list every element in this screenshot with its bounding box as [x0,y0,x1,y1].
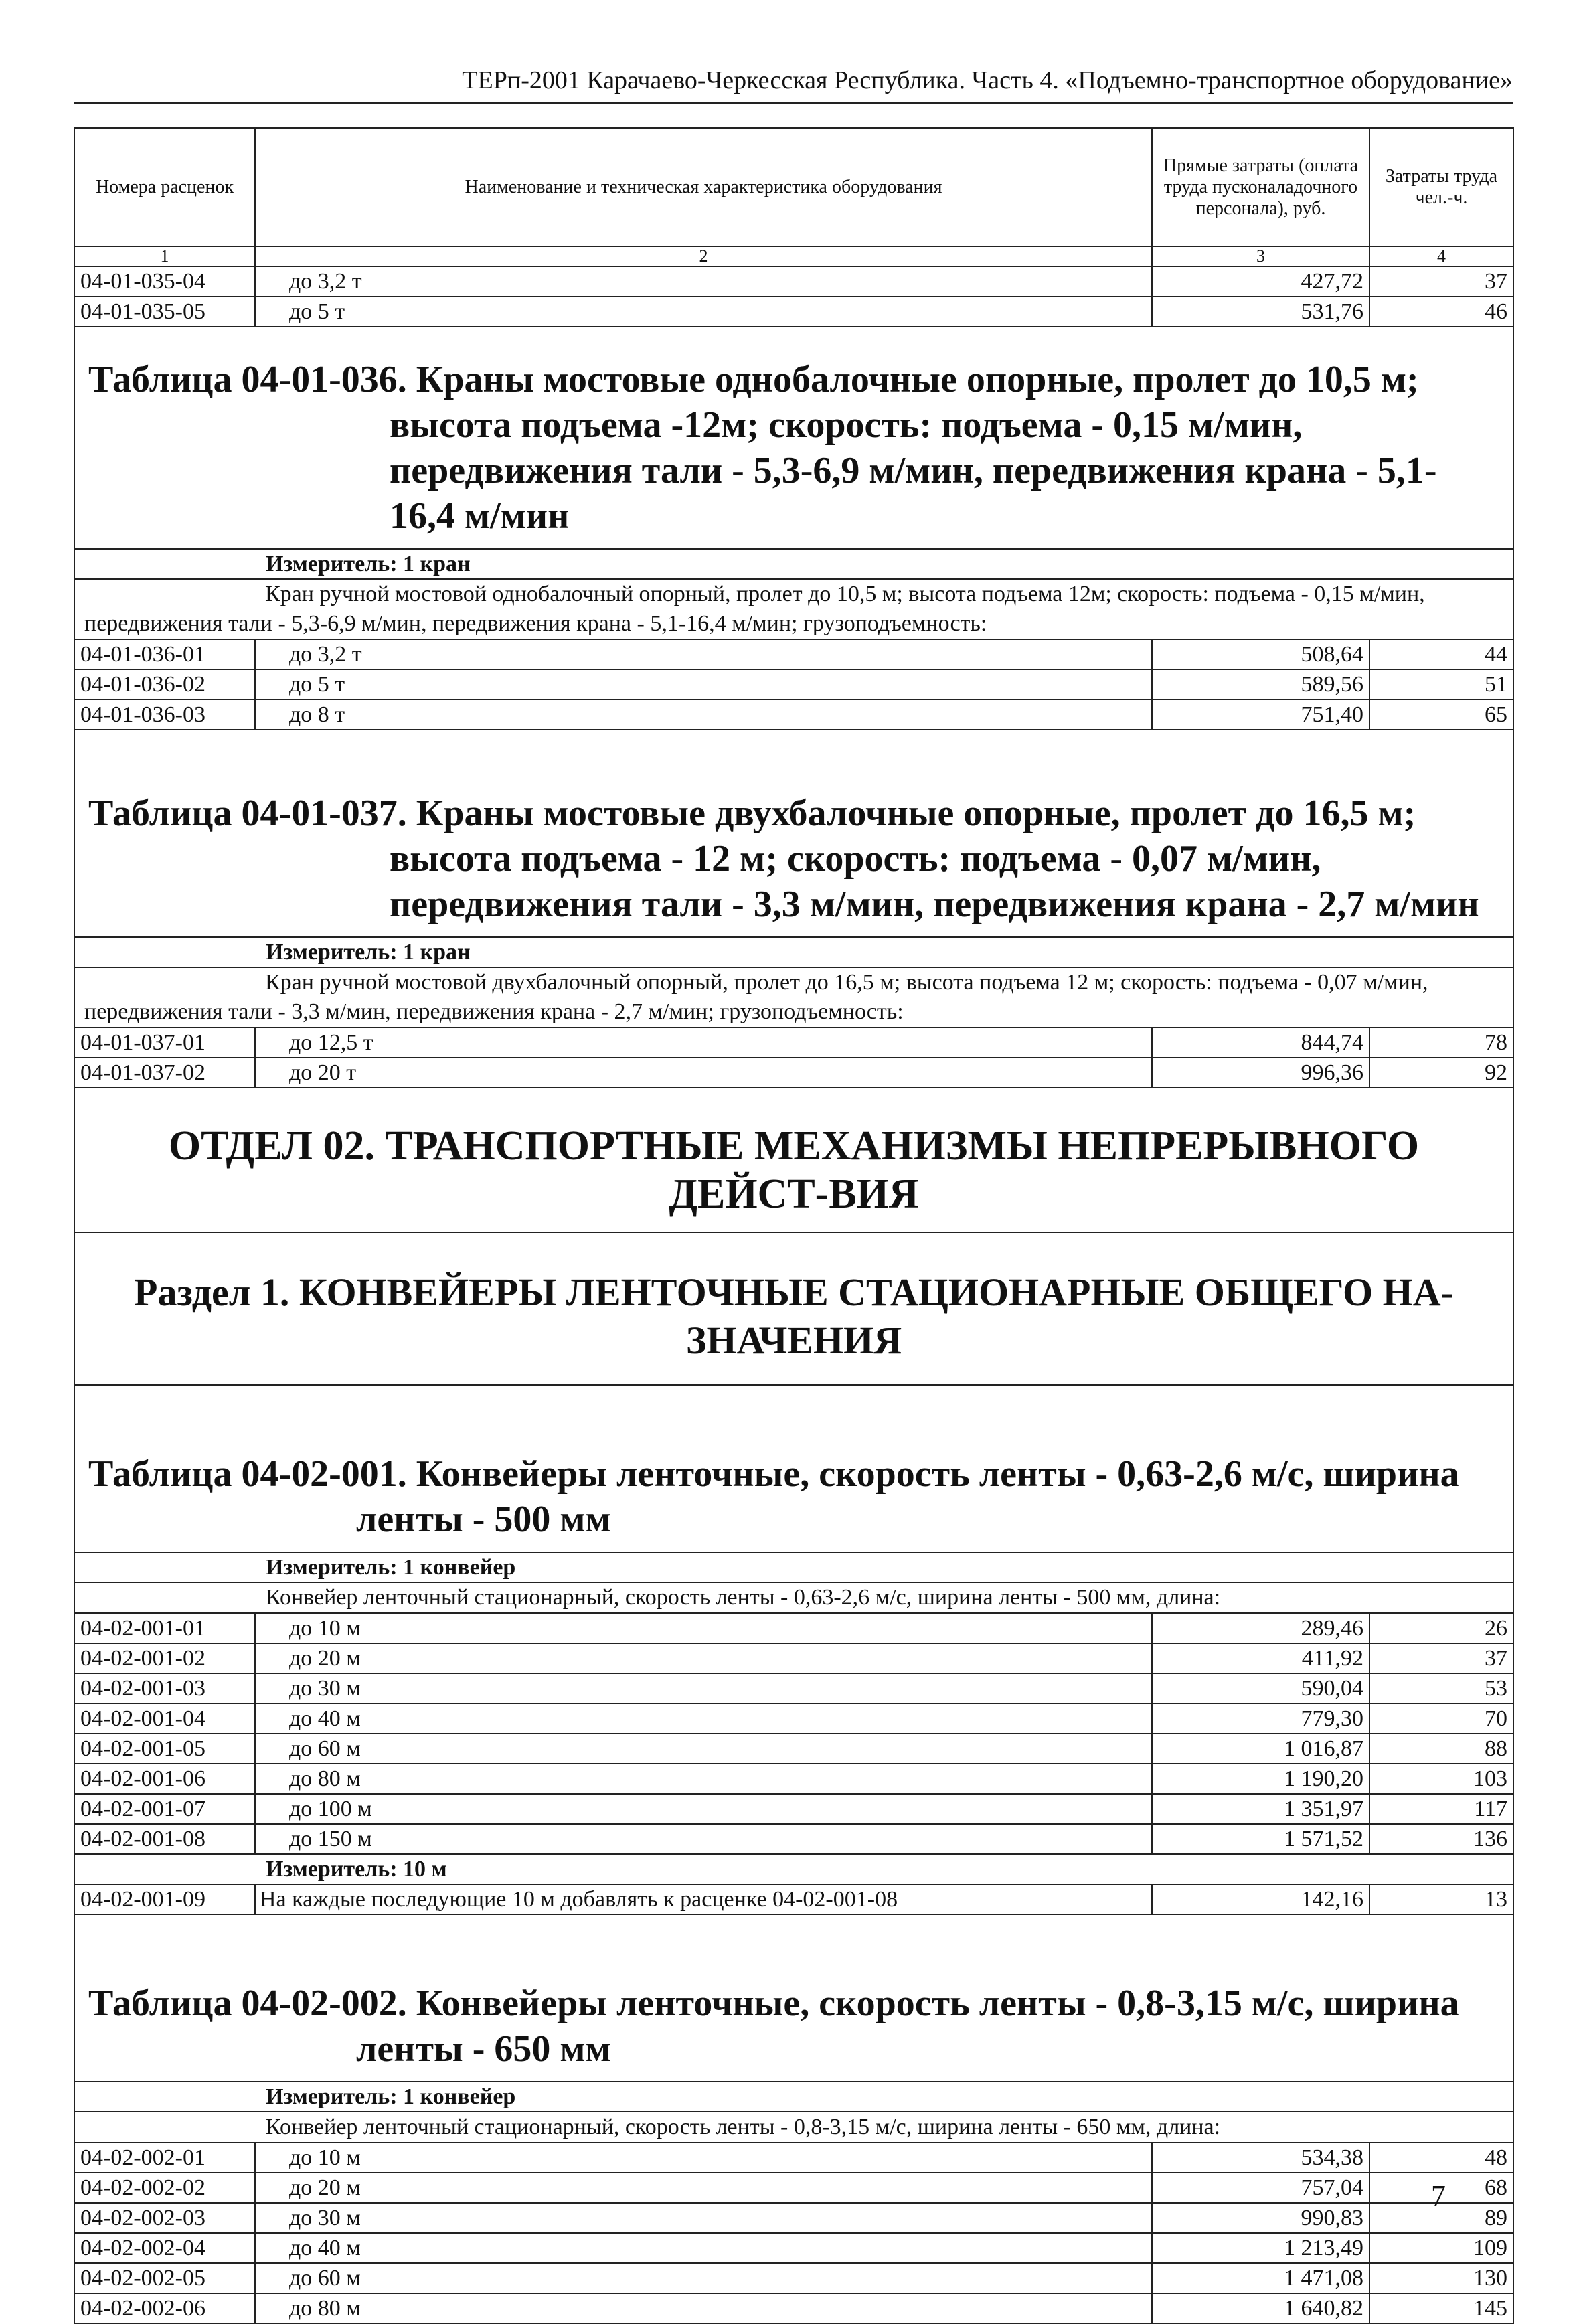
table-row [74,1764,1513,1794]
measure-label: Измеритель: 1 кран [74,937,1513,967]
rate-code: 04-01-035-04 [74,266,255,297]
rate-cost: 534,38 [1152,2143,1369,2173]
table-title-row [74,327,1513,549]
rate-labor: 78 [1369,1027,1513,1058]
measure-row [74,1552,1513,1582]
rate-name: до 150 м [255,1824,1152,1854]
rate-name: до 10 м [255,2143,1152,2173]
rate-code: 04-02-002-05 [74,2263,255,2293]
column-number: 4 [1369,246,1513,266]
measure-label: Измеритель: 1 конвейер [74,1552,1513,1582]
table-row [74,639,1513,669]
rate-code: 04-02-001-02 [74,1643,255,1673]
rate-name: до 8 т [255,699,1152,730]
rate-code: 04-01-037-01 [74,1027,255,1058]
table-title: Таблица 04-02-001. Конвейеры ленточные, скорость ленты - 0,63-2,6 м/с, ширина ленты - 500 мм [88,1453,1459,1540]
rate-name: На каждые последующие 10 м добавлять к расценке 04-02-001-08 [255,1884,1152,1914]
table-title: Таблица 04-02-002. Конвейеры ленточные, скорость ленты - 0,8-3,15 м/с, ширина ленты - 650 мм [88,1983,1459,2070]
rate-labor: 92 [1369,1058,1513,1088]
rate-name: до 10 м [255,1613,1152,1643]
table-row [74,1673,1513,1704]
header-rule [74,102,1513,104]
rate-name: до 40 м [255,2233,1152,2263]
table-description: Конвейер ленточный стационарный, скорость ленты - 0,63-2,6 м/с, ширина ленты - 500 мм, длина: [74,1582,1513,1613]
table-row [74,2293,1513,2323]
table-description: Кран ручной мостовой двухбалочный опорный, пролет до 16,5 м; высота подъема 12 м; скорость: подъема - 0,07 м/мин, передвижения тали - 3,3 м/мин, передвижения крана - 2,7 м/мин; грузоподъемность: [84,970,1428,1024]
rate-name: до 20 м [255,2173,1152,2203]
rate-code: 04-01-036-01 [74,639,255,669]
rate-labor: 145 [1369,2293,1513,2323]
description-row [74,967,1513,1027]
rate-cost: 1 571,52 [1152,1824,1369,1854]
rate-labor: 89 [1369,2203,1513,2233]
measure-label: Измеритель: 10 м [74,1854,1513,1884]
rate-cost: 508,64 [1152,639,1369,669]
section-row [74,1232,1513,1385]
rate-labor: 68 [1369,2173,1513,2203]
table-row [74,1824,1513,1854]
rate-cost: 757,04 [1152,2173,1369,2203]
rate-code: 04-02-002-01 [74,2143,255,2173]
column-header-name: Наименование и техническая характеристика оборудования [255,128,1152,246]
rate-name: до 60 м [255,2263,1152,2293]
rate-name: до 3,2 т [255,266,1152,297]
rate-code: 04-02-001-04 [74,1704,255,1734]
table-row [74,2203,1513,2233]
rate-cost: 289,46 [1152,1613,1369,1643]
rate-code: 04-02-001-01 [74,1613,255,1643]
rate-cost: 1 016,87 [1152,1734,1369,1764]
rate-code: 04-02-001-06 [74,1764,255,1794]
rate-name: до 20 т [255,1058,1152,1088]
rate-cost: 751,40 [1152,699,1369,730]
rate-name: до 3,2 т [255,639,1152,669]
rate-labor: 70 [1369,1704,1513,1734]
rate-labor: 37 [1369,266,1513,297]
table-row [74,669,1513,699]
rate-cost: 996,36 [1152,1058,1369,1088]
rate-name: до 60 м [255,1734,1152,1764]
rate-labor: 44 [1369,639,1513,669]
rate-name: до 80 м [255,2293,1152,2323]
table-row [74,297,1513,327]
rate-cost: 142,16 [1152,1884,1369,1914]
price-table [74,127,1514,2324]
table-title-row [74,1914,1513,2082]
table-description: Конвейер ленточный стационарный, скорость ленты - 0,8-3,15 м/с, ширина ленты - 650 мм, длина: [74,2112,1513,2143]
rate-labor: 109 [1369,2233,1513,2263]
rate-name: до 5 т [255,669,1152,699]
table-row [74,1734,1513,1764]
description-row [74,2112,1513,2143]
table-row [74,1704,1513,1734]
rate-code: 04-01-035-05 [74,297,255,327]
rate-labor: 46 [1369,297,1513,327]
rate-cost: 1 351,97 [1152,1794,1369,1824]
running-header: ТЕРп-2001 Карачаево-Черкесская Республика. Часть 4. «Подъемно-транспортное оборудование» [462,66,1513,94]
column-number: 2 [255,246,1152,266]
table-row [74,266,1513,297]
table-row [74,2263,1513,2293]
department-heading: ОТДЕЛ 02. ТРАНСПОРТНЫЕ МЕХАНИЗМЫ НЕПРЕРЫВНОГО ДЕЙСТ-ВИЯ [74,1088,1513,1232]
rate-cost: 427,72 [1152,266,1369,297]
rate-code: 04-02-002-06 [74,2293,255,2323]
column-header-labor: Затраты труда чел.-ч. [1369,128,1513,246]
rate-name: до 80 м [255,1764,1152,1794]
table-row [74,1613,1513,1643]
rate-labor: 53 [1369,1673,1513,1704]
measure-row [74,2082,1513,2112]
rate-labor: 117 [1369,1794,1513,1824]
rate-cost: 1 213,49 [1152,2233,1369,2263]
rate-cost: 779,30 [1152,1704,1369,1734]
rate-labor: 130 [1369,2263,1513,2293]
rate-code: 04-02-001-09 [74,1884,255,1914]
rate-code: 04-02-001-07 [74,1794,255,1824]
rate-labor: 13 [1369,1884,1513,1914]
rate-cost: 1 190,20 [1152,1764,1369,1794]
table-row [74,2233,1513,2263]
rate-cost: 590,04 [1152,1673,1369,1704]
column-number-row [74,246,1513,266]
table-row [74,2173,1513,2203]
rate-cost: 1 640,82 [1152,2293,1369,2323]
measure-label: Измеритель: 1 конвейер [74,2082,1513,2112]
table-description: Кран ручной мостовой однобалочный опорный, пролет до 10,5 м; высота подъема 12м; скорость: подъема - 0,15 м/мин, передвижения тали - 5,3-6,9 м/мин, передвижения крана - 5,1-16,4 м/мин; грузоподъемность: [84,582,1425,636]
rate-name: до 40 м [255,1704,1152,1734]
department-row [74,1088,1513,1232]
measure-label: Измеритель: 1 кран [74,549,1513,579]
rate-cost: 1 471,08 [1152,2263,1369,2293]
description-row [74,1582,1513,1613]
table-title: Таблица 04-01-036. Краны мостовые однобалочные опорные, пролет до 10,5 м; высота подъема -12м; скорость: подъема - 0,15 м/мин, передвижения тали - 5,3-6,9 м/мин, передвижения крана - 5,1-16,4 м/мин [88,359,1437,537]
section-heading: Раздел 1. КОНВЕЙЕРЫ ЛЕНТОЧНЫЕ СТАЦИОНАРНЫЕ ОБЩЕГО НА-ЗНАЧЕНИЯ [74,1232,1513,1385]
table-row [74,1027,1513,1058]
table-row [74,2143,1513,2173]
column-number: 3 [1152,246,1369,266]
column-header-row [74,128,1513,246]
rate-cost: 990,83 [1152,2203,1369,2233]
measure-row [74,1854,1513,1884]
rate-code: 04-02-002-04 [74,2233,255,2263]
table-row [74,699,1513,730]
rate-code: 04-01-036-03 [74,699,255,730]
rate-code: 04-02-002-03 [74,2203,255,2233]
rate-labor: 65 [1369,699,1513,730]
rate-labor: 26 [1369,1613,1513,1643]
table-row [74,1058,1513,1088]
rate-code: 04-02-001-03 [74,1673,255,1704]
table-row [74,1794,1513,1824]
page-number: 7 [1431,2179,1446,2212]
rate-labor: 88 [1369,1734,1513,1764]
table-title-row [74,730,1513,937]
description-row [74,579,1513,639]
rate-name: до 100 м [255,1794,1152,1824]
rate-code: 04-01-037-02 [74,1058,255,1088]
rate-labor: 136 [1369,1824,1513,1854]
rate-code: 04-02-001-08 [74,1824,255,1854]
rate-name: до 12,5 т [255,1027,1152,1058]
rate-cost: 411,92 [1152,1643,1369,1673]
measure-row [74,937,1513,967]
rate-name: до 5 т [255,297,1152,327]
rate-labor: 103 [1369,1764,1513,1794]
rate-name: до 20 м [255,1643,1152,1673]
rate-name: до 30 м [255,2203,1152,2233]
rate-name: до 30 м [255,1673,1152,1704]
column-number: 1 [74,246,255,266]
rate-code: 04-02-002-02 [74,2173,255,2203]
column-header-cost: Прямые затраты (оплата труда пусконаладочного персонала), руб. [1152,128,1369,246]
rate-labor: 37 [1369,1643,1513,1673]
table-title-row [74,1385,1513,1552]
rate-cost: 531,76 [1152,297,1369,327]
measure-row [74,549,1513,579]
rate-code: 04-01-036-02 [74,669,255,699]
table-title: Таблица 04-01-037. Краны мостовые двухбалочные опорные, пролет до 16,5 м; высота подъема - 12 м; скорость: подъема - 0,07 м/мин, передвижения тали - 3,3 м/мин, передвижения крана - 2,7 м/мин [88,793,1479,925]
column-header-code: Номера расценок [74,128,255,246]
table-row [74,1884,1513,1914]
rate-cost: 589,56 [1152,669,1369,699]
rate-labor: 48 [1369,2143,1513,2173]
rate-code: 04-02-001-05 [74,1734,255,1764]
rate-cost: 844,74 [1152,1027,1369,1058]
table-row [74,1643,1513,1673]
rate-labor: 51 [1369,669,1513,699]
